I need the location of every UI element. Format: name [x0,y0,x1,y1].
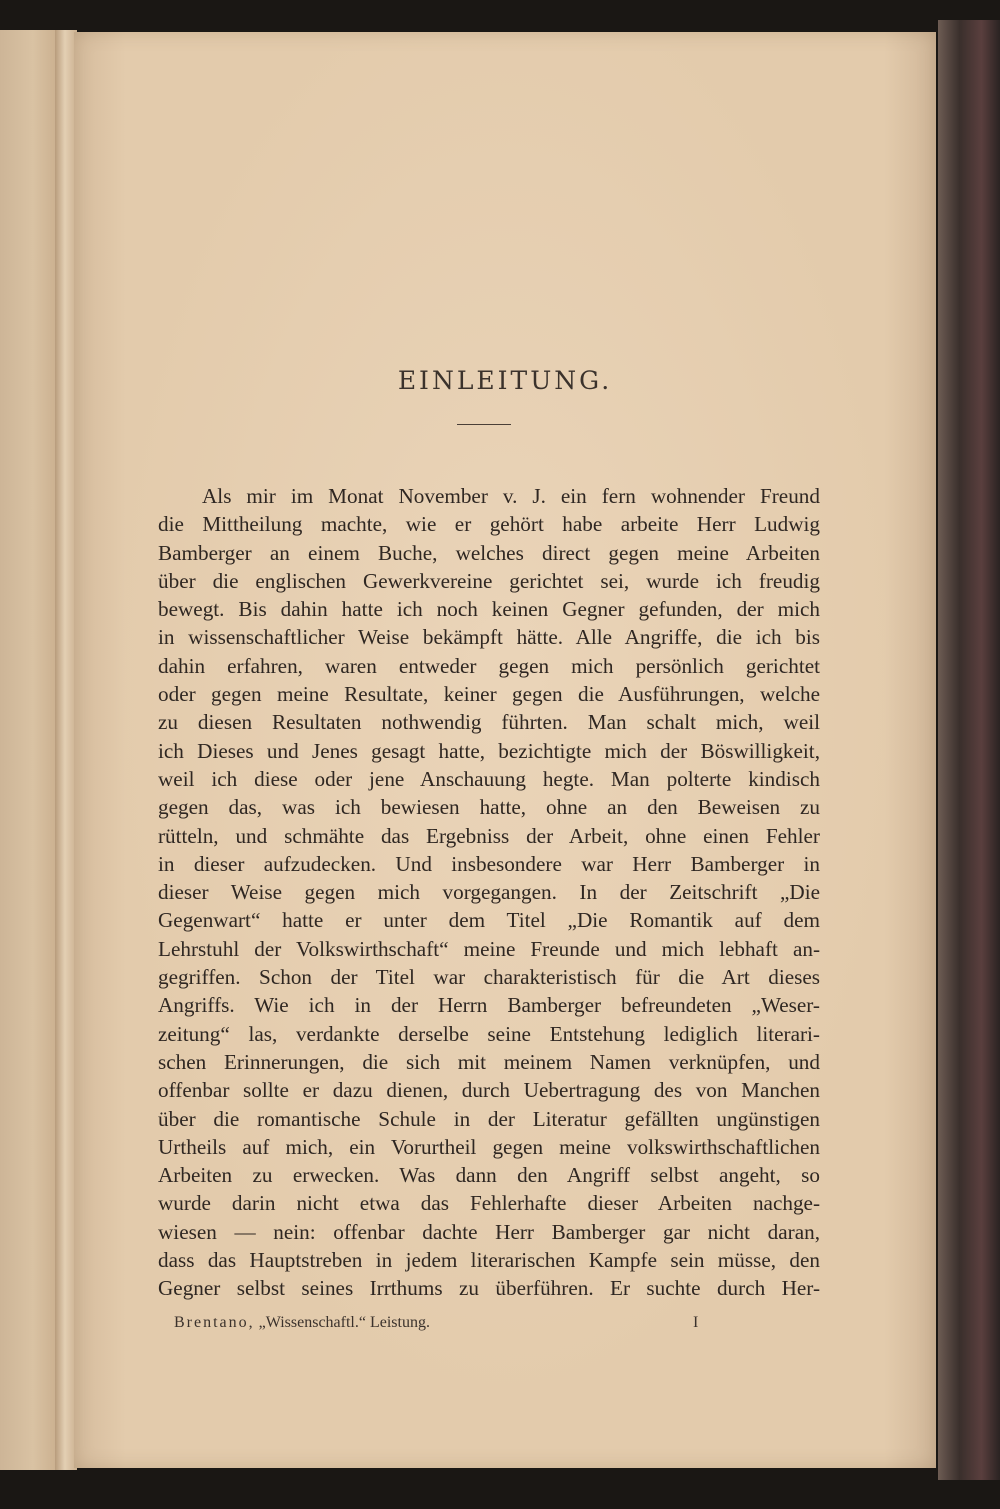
text-line: Lehrstuhl der Volkswirthschaft“ meine Freunde und mich lebhaft an- [158,936,820,961]
text-line: bewegt. Bis dahin hatte ich noch keinen Gegner gefunden, der mich [158,597,820,622]
text-line: Gegenwart“ hatte er unter dem Titel „Die Romantik auf dem [158,908,820,933]
heading-rule [457,424,511,425]
text-line: zu diesen Resultaten nothwendig führten. Man schalt mich, weil [158,710,820,735]
text-line: dass das Hauptstreben in jedem literarischen Kampfe sein müsse, den [158,1248,820,1273]
text-line: in dieser aufzudecken. Und insbesondere war Herr Bamberger in [158,851,820,876]
text-line: gegen das, was ich bewiesen hatte, ohne an den Beweisen zu [158,795,820,820]
text-line: weil ich diese oder jene Anschauung hegte. Man polterte kindisch [158,766,820,791]
footer-sheet-mark: I [693,1314,699,1331]
footer-title: „Wissenschaftl.“ Leistung. [258,1314,430,1331]
text-line: zeitung“ las, verdankte derselbe seine Entstehung lediglich literari- [158,1021,820,1046]
left-page-edge [0,30,60,1470]
text-line: ich Dieses und Jenes gesagt hatte, bezichtigte mich der Böswilligkeit, [158,738,820,763]
text-line: oder gegen meine Resultate, keiner gegen die Ausführungen, welche [158,682,820,707]
text-line: in wissenschaftlicher Weise bekämpft hätte. Alle Angriffe, die ich bis [158,625,820,650]
footer-signature-line [174,1314,430,1332]
text-line: gegriffen. Schon der Titel war charakteristisch für die Art dieses [158,965,820,990]
text-line: über die romantische Schule in der Literatur gefällten ungünstigen [158,1106,820,1131]
text-line: wiesen — nein: offenbar dachte Herr Bamberger gar nicht daran, [158,1219,820,1244]
text-line: die Mittheilung machte, wie er gehört habe arbeite Herr Ludwig [158,512,820,537]
text-line: dieser Weise gegen mich vorgegangen. In der Zeitschrift „Die [158,880,820,905]
book-page [74,32,936,1468]
book-cover-edge [938,20,1000,1480]
text-line: Angriffs. Wie ich in der Herrn Bamberger befreundeten „Weser- [158,993,820,1018]
text-line: offenbar sollte er dazu dienen, durch Uebertragung des von Manchen [158,1078,820,1103]
text-line: rütteln, und schmähte das Ergebniss der Arbeit, ohne einen Fehler [158,823,820,848]
footer-author: Brentano, [174,1314,255,1331]
text-line: wurde darin nicht etwa das Fehlerhafte dieser Arbeiten nachge- [158,1191,820,1216]
chapter-heading: EINLEITUNG. [397,366,613,395]
body-text [158,482,820,1303]
text-line: Gegner selbst seines Irrthums zu überführen. Er suchte durch Her- [158,1276,820,1301]
text-line: schen Erinnerungen, die sich mit meinem Namen verknüpfen, und [158,1049,820,1074]
text-line: Als mir im Monat November v. J. ein fern wohnender Freund [202,484,820,508]
text-line: dahin erfahren, waren entweder gegen mich persönlich gerichtet [158,653,820,678]
text-line: Bamberger an einem Buche, welches direct gegen meine Arbeiten [158,540,820,565]
text-line: über die englischen Gewerkvereine gerichtet sei, wurde ich freudig [158,568,820,593]
text-line: Arbeiten zu erwecken. Was dann den Angriff selbst angeht, so [158,1163,820,1188]
text-line: Urtheils auf mich, ein Vorurtheil gegen meine volkswirthschaftlichen [158,1134,820,1159]
